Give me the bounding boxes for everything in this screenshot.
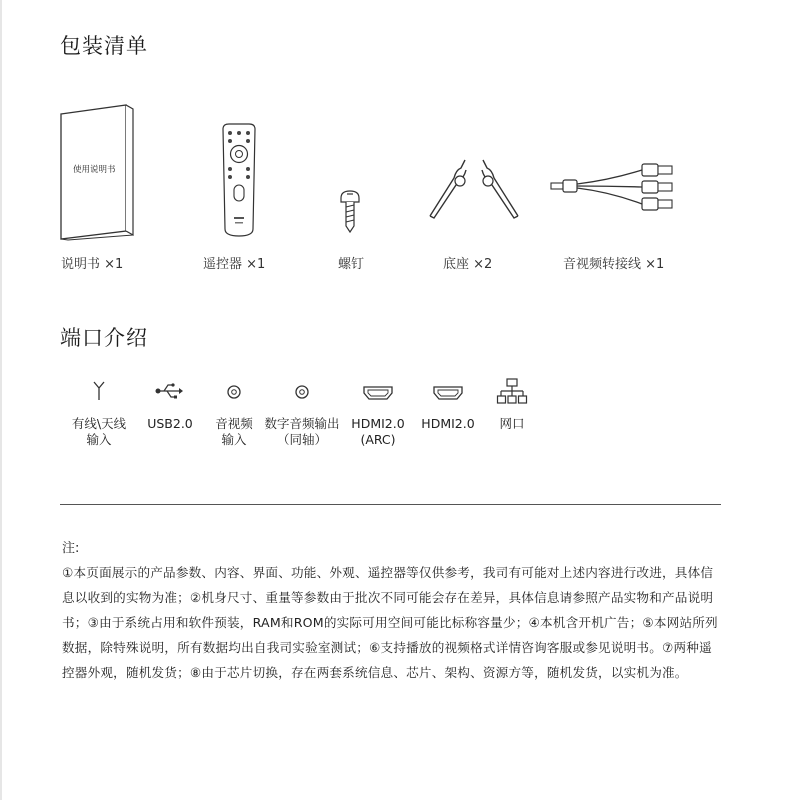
item-qty: ×1	[104, 257, 124, 272]
network-port-icon	[497, 378, 527, 410]
notes-body: ①本页面展示的产品参数、内容、界面、功能、外观、遥控器等仅供参考，我司有可能对上述内容进行改进，具体信息以收到的实物为准；②机身尺寸、重量等参数由于批次不同可能会存在差异，具体信息请参照产品实物和产品说明书；③由于系统占用和软件预装，RAM和ROM的实际可用空间可能比标称容量少；④本机含开机广告；⑤本网站所列数据，除特殊说明，所有数据均出自我司实验室测试；⑥支持播放的视频格式详情咨询客服或参见说明书。⑦两种遥控器外观，随机发货；⑧由于芯片切换，存在两套系统信息、芯片、架构、资源方等，随机发货，以实机为准。	[62, 565, 718, 680]
coaxial-port-icon	[294, 384, 310, 404]
port-label-line1: 网口	[499, 416, 525, 431]
port-label-line1: USB2.0	[147, 416, 193, 431]
port-digital-audio-coaxial	[262, 416, 342, 448]
manual-cover-text: 使用说明书	[73, 165, 116, 175]
port-hdmi-arc	[348, 416, 408, 448]
antenna-icon	[92, 381, 106, 405]
item-qty: ×1	[246, 257, 266, 272]
port-hdmi	[418, 416, 478, 432]
port-antenna	[70, 416, 128, 448]
item-name: 说明书	[61, 257, 101, 272]
port-label-line1: 音视频	[215, 416, 253, 431]
port-usb	[140, 416, 200, 432]
port-label-line1: HDMI2.0	[421, 416, 475, 431]
port-label-line1: 数字音频输出	[264, 416, 340, 431]
port-network	[490, 416, 534, 432]
packing-item-stand	[443, 253, 492, 272]
port-label-line2: 输入	[221, 432, 247, 447]
item-name: 音视频转接线	[563, 257, 642, 272]
item-qty: ×1	[645, 257, 665, 272]
port-label-line1: HDMI2.0	[351, 416, 405, 431]
hdmi-port-icon	[433, 385, 463, 404]
av-adapter-cable-icon	[550, 160, 676, 218]
notes-heading: 注:	[62, 541, 80, 556]
port-av-input	[206, 416, 262, 448]
port-label-line2: (ARC)	[360, 432, 396, 447]
remote-control-icon	[220, 123, 258, 241]
screw-icon	[340, 190, 360, 238]
usb-icon	[155, 383, 183, 403]
ports-title: 端口介绍	[60, 326, 148, 350]
packing-item-av-cable	[563, 253, 664, 272]
item-name: 底座	[443, 257, 470, 272]
stand-base-icon	[428, 158, 520, 224]
section-divider	[60, 504, 721, 505]
port-label-line1: 有线\天线	[71, 416, 127, 431]
packing-item-remote	[203, 253, 265, 272]
hdmi-arc-port-icon	[363, 385, 393, 404]
item-qty: ×2	[473, 257, 493, 272]
left-edge-rail	[0, 0, 2, 800]
packing-item-screw	[338, 253, 364, 272]
port-label-line2: 输入	[86, 432, 112, 447]
packing-list-title: 包装清单	[60, 34, 148, 58]
port-label-line2: （同轴）	[276, 432, 327, 447]
av-input-port-icon	[226, 384, 242, 404]
item-name: 遥控器	[203, 257, 243, 272]
item-name: 螺钉	[338, 257, 365, 272]
packing-item-manual	[61, 253, 123, 272]
